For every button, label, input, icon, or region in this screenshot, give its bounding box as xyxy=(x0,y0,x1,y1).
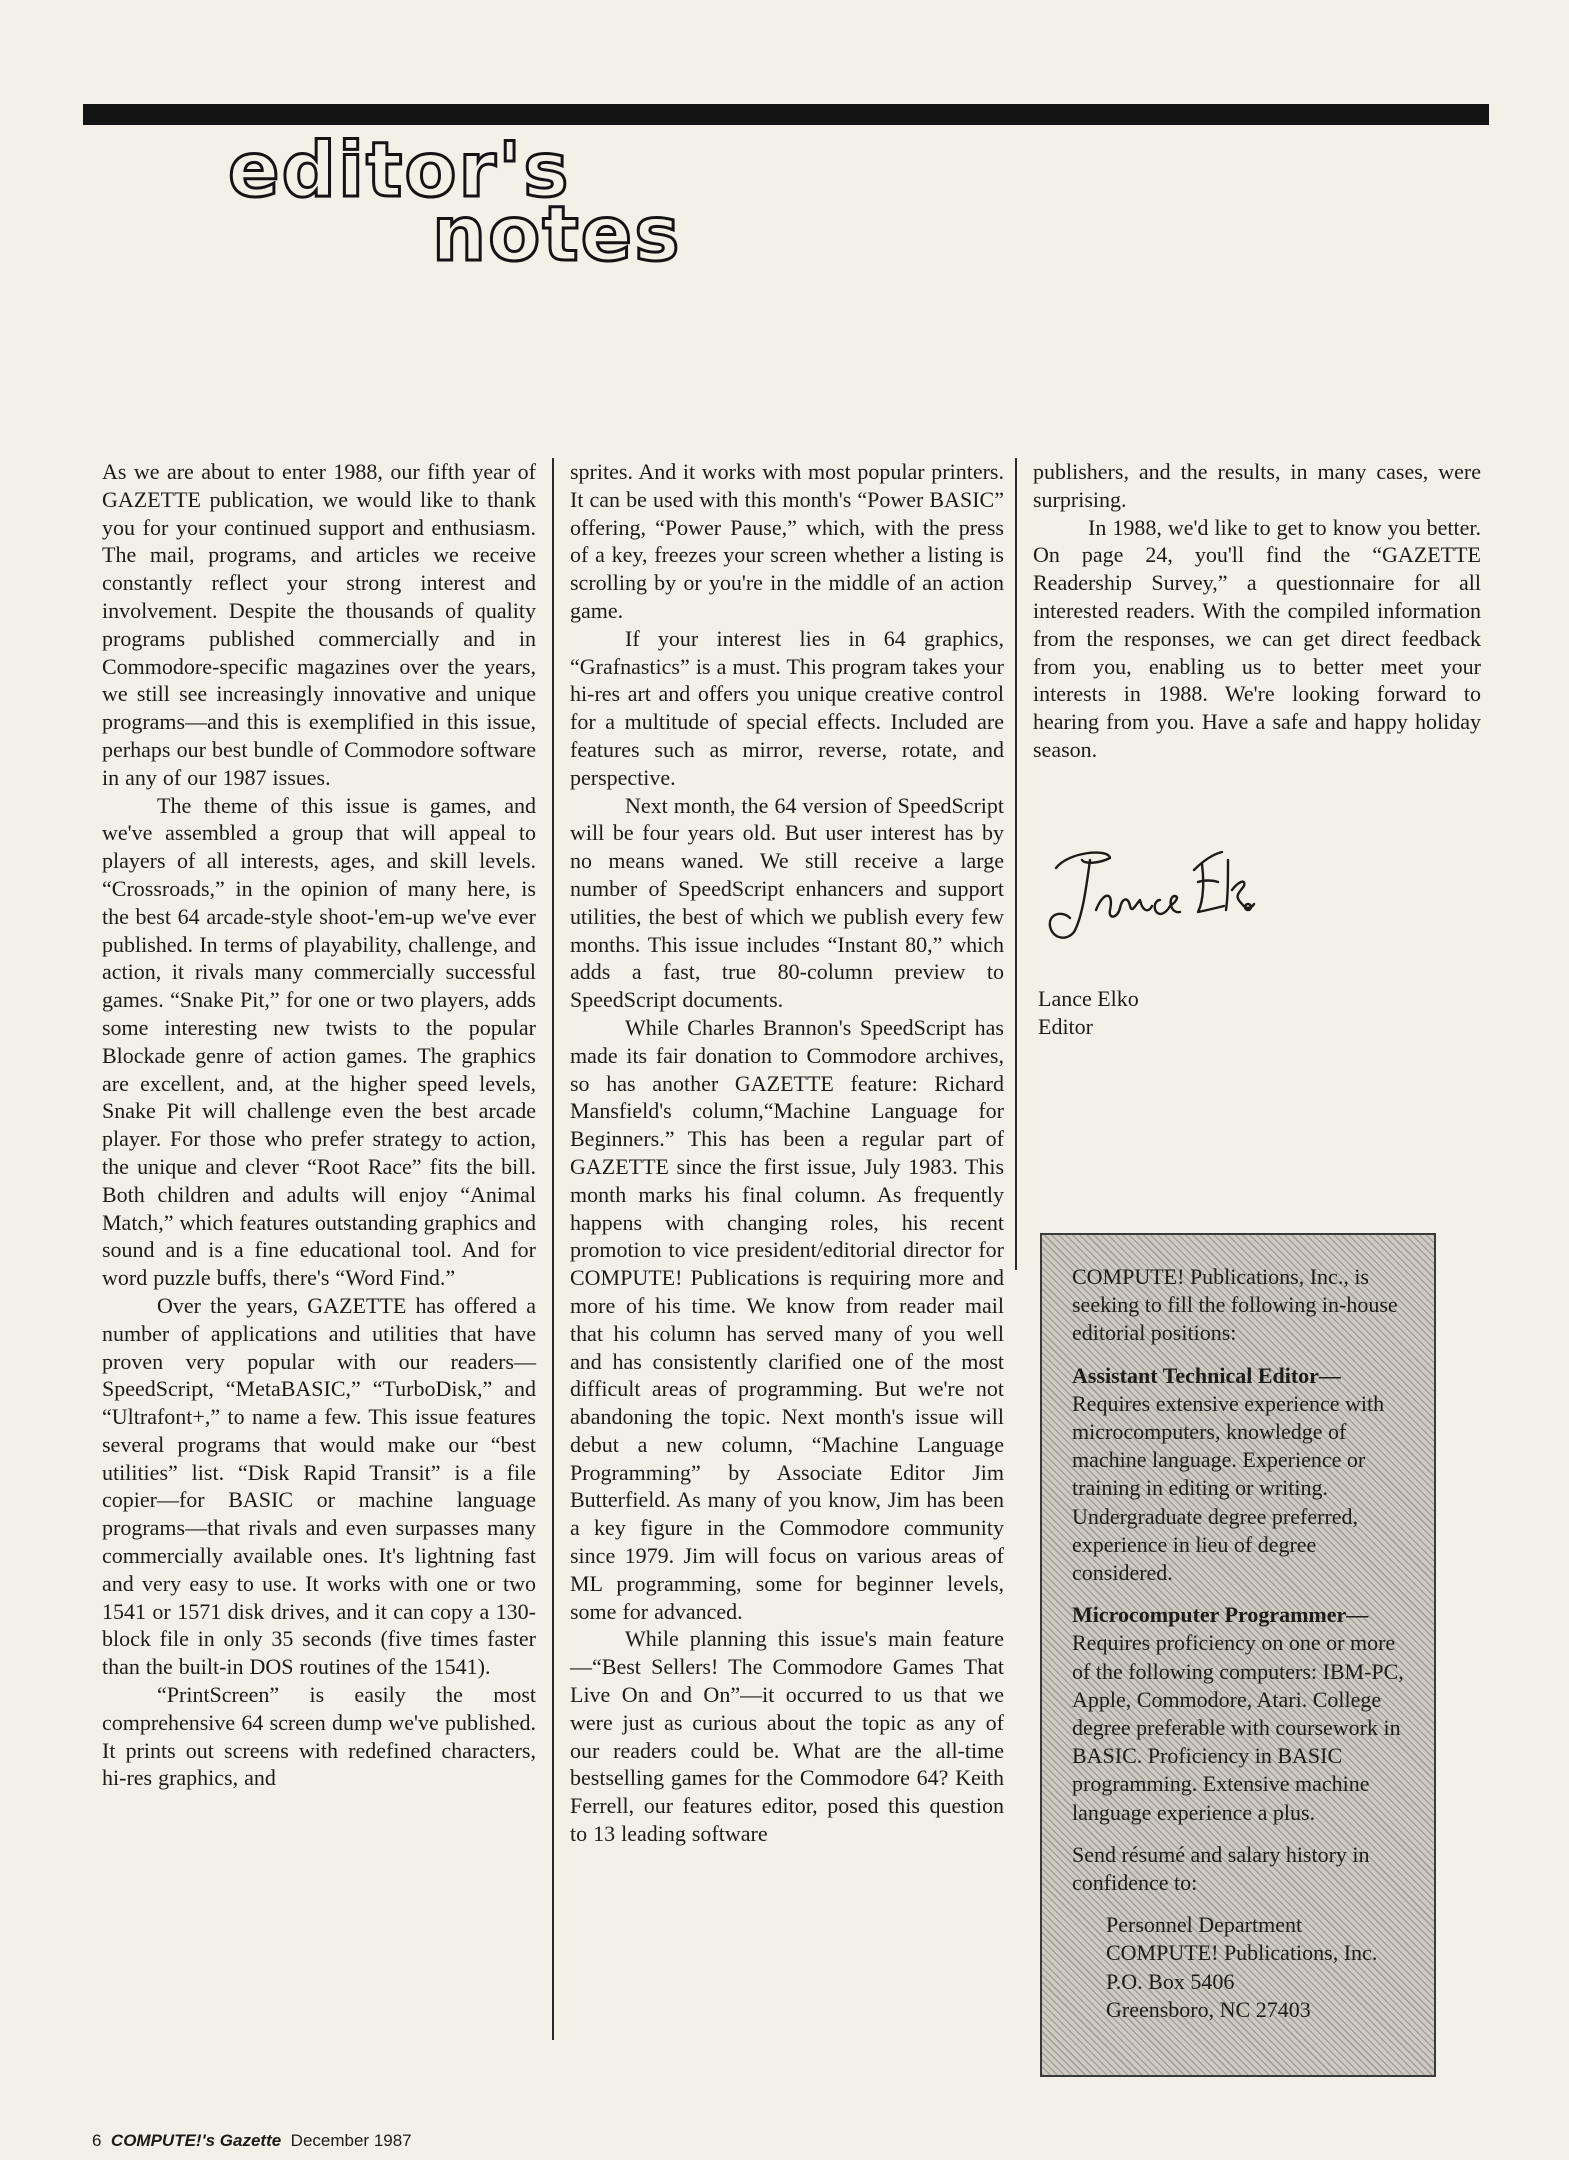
ad-position-1 xyxy=(1072,1362,1412,1588)
ad-position-1-text: Requires extensive experience with microcomputers, knowledge of machine language. Experience or training in editing or writing. Undergraduate degree preferred, experience in lieu of degree considered. xyxy=(1072,1390,1385,1586)
ad-position-2-title: Microcomputer Programmer— xyxy=(1072,1602,1369,1628)
col2-paragraph-3: Next month, the 64 version of SpeedScript will be four years old. But user interest has by no means waned. We still receive a large number of SpeedScript enhancers and support utilities, the best of which we publish every few months. This issue includes “Instant 80,” which adds a fast, true 80-column preview to SpeedScript documents. xyxy=(570,792,1004,1013)
col3-paragraph-1: publishers, and the results, in many cases, were surprising. xyxy=(1033,459,1481,512)
page-footer xyxy=(92,2131,412,2151)
signature-icon xyxy=(1038,830,1258,960)
column-rule-1 xyxy=(552,458,554,2040)
handwritten-signature xyxy=(1038,830,1258,960)
job-ad-box xyxy=(1040,1233,1436,2077)
column-3 xyxy=(1033,458,1481,764)
column-rule-2 xyxy=(1015,458,1017,1270)
col1-paragraph-1: As we are about to enter 1988, our fifth year of GAZETTE publication, we would like to thank you for your continued support and enthusiasm. The mail, programs, and articles we receive constantly reflect your strong interest and involvement. Despite the thousands of quality programs published commercially and in Commodore-specific magazines over the years, we still see increasingly innovative and unique programs—and this is exemplified in this issue, perhaps our best bundle of Commodore software in any of our 1987 issues. xyxy=(102,459,536,790)
col2-paragraph-1: sprites. And it works with most popular printers. It can be used with this month's “Power BASIC” offering, “Power Pause,” which, with the press of a key, freezes your screen whether a listing is scrolling by or you're in the middle of an action game. xyxy=(570,459,1004,623)
ad-address-line: COMPUTE! Publications, Inc. xyxy=(1106,1940,1378,1966)
ad-address-line: P.O. Box 5406 xyxy=(1106,1968,1235,1994)
top-rule xyxy=(83,104,1489,125)
editor-title: Editor xyxy=(1038,1014,1093,1039)
page-number: 6 xyxy=(92,2131,102,2150)
heading-notes: notes xyxy=(432,189,682,278)
col2-paragraph-2: If your interest lies in 64 graphics, “Grafnastics” is a must. This program takes your hi-res art and offers you unique creative control for a multitude of special effects. Included are features such as mirror, reverse, rotate, and perspective. xyxy=(570,625,1004,790)
ad-address xyxy=(1106,1911,1412,2024)
ad-position-2-text: Requires proficiency on one or more of the following computers: IBM-PC, Apple, Commodore, Atari. College degree preferable with coursework in BASIC. Proficiency in BASIC programming. Extensive machine language experience a plus. xyxy=(1072,1630,1404,1825)
col1-paragraph-4: “PrintScreen” is easily the most comprehensive 64 screen dump we've published. It prints out screens with redefined characters, hi-res graphics, and xyxy=(102,1682,536,1791)
ad-intro: COMPUTE! Publications, Inc., is seeking to fill the following in-house editorial positions: xyxy=(1072,1264,1398,1346)
ad-address-line: Personnel Department xyxy=(1106,1912,1303,1938)
ad-send: Send résumé and salary history in confidence to: xyxy=(1072,1841,1370,1896)
column-2 xyxy=(570,458,1004,1848)
publication-name: COMPUTE!'s Gazette xyxy=(110,2131,282,2150)
signature-text xyxy=(1038,985,1139,1041)
col2-paragraph-4: While Charles Brannon's SpeedScript has made its fair donation to Commodore archives, so has another GAZETTE feature: Richard Mansfield's column,“Machine Language for Beginners.” This has been a regular part of GAZETTE since the first issue, July 1983. This month marks his final column. As frequently happens with changing roles, his recent promotion to vice president/editorial director for COMPUTE! Publications is requiring more and more of his time. We know from reader mail that his column has served many of you well and has consistently clarified one of the most difficult areas of programming. But we're not abandoning the topic. Next month's issue will debut a new column, “Machine Language Programming” by Associate Editor Jim Butterfield. As many of you know, Jim has been a key figure in the Commodore community since 1979. Jim will focus on various areas of ML programming, some for beginner levels, some for advanced. xyxy=(570,1014,1004,1624)
ad-address-line: Greensboro, NC 27403 xyxy=(1106,1996,1311,2022)
ad-position-2 xyxy=(1072,1601,1412,1827)
col2-paragraph-5: While planning this issue's main feature—“Best Sellers! The Commodore Games That Live On and On”—it occurred to us that we were just as curious about the topic as any of our readers could be. What are the all-time bestselling games for the Commodore 64? Keith Ferrell, our features editor, posed this question to 13 leading software xyxy=(570,1626,1004,1847)
col3-paragraph-2: In 1988, we'd like to get to know you better. On page 24, you'll find the “GAZETTE Readership Survey,” a questionnaire for all interested readers. With the compiled information from the responses, we can get direct feedback from you, enabling us to better meet your interests in 1988. We're looking forward to hearing from you. Have a safe and happy holiday season. xyxy=(1033,514,1481,762)
issue-date: December 1987 xyxy=(290,2131,412,2150)
column-1 xyxy=(102,458,536,1792)
col1-paragraph-2: The theme of this issue is games, and we've assembled a group that will appeal to players of all interests, ages, and skill levels. “Crossroads,” in the opinion of many here, is the best 64 arcade-style shoot-'em-up we've ever published. In terms of playability, challenge, and action, it rivals many commercially successful games. “Snake Pit,” for one or two players, adds some interesting new twists to the popular Blockade genre of action games. The graphics are excellent, and, at the higher speed levels, Snake Pit will challenge even the best arcade player. For those who prefer strategy to action, the unique and clever “Root Race” fits the bill. Both children and adults will enjoy “Animal Match,” which features outstanding graphics and sound and is a fine educational tool. And for word puzzle buffs, there's “Word Find.” xyxy=(102,792,536,1291)
col1-paragraph-3: Over the years, GAZETTE has offered a number of applications and utilities that have proven very popular with our readers—SpeedScript, “MetaBASIC,” “TurboDisk,” and “Ultrafont+,” to name a few. This issue features several programs that would make our “best utilities” list. “Disk Rapid Transit” is a file copier—for BASIC or machine language programs—that rivals and even surpasses many commercially available ones. It's lightning fast and very easy to use. It works with one or two 1541 or 1571 disk drives, and it can copy a 130-block file in only 35 seconds (five times faster than the built-in DOS routines of the 1541). xyxy=(102,1292,536,1680)
heading-editors: editor's xyxy=(228,125,571,214)
ad-position-1-title: Assistant Technical Editor— xyxy=(1072,1362,1341,1388)
editor-name: Lance Elko xyxy=(1038,986,1139,1011)
